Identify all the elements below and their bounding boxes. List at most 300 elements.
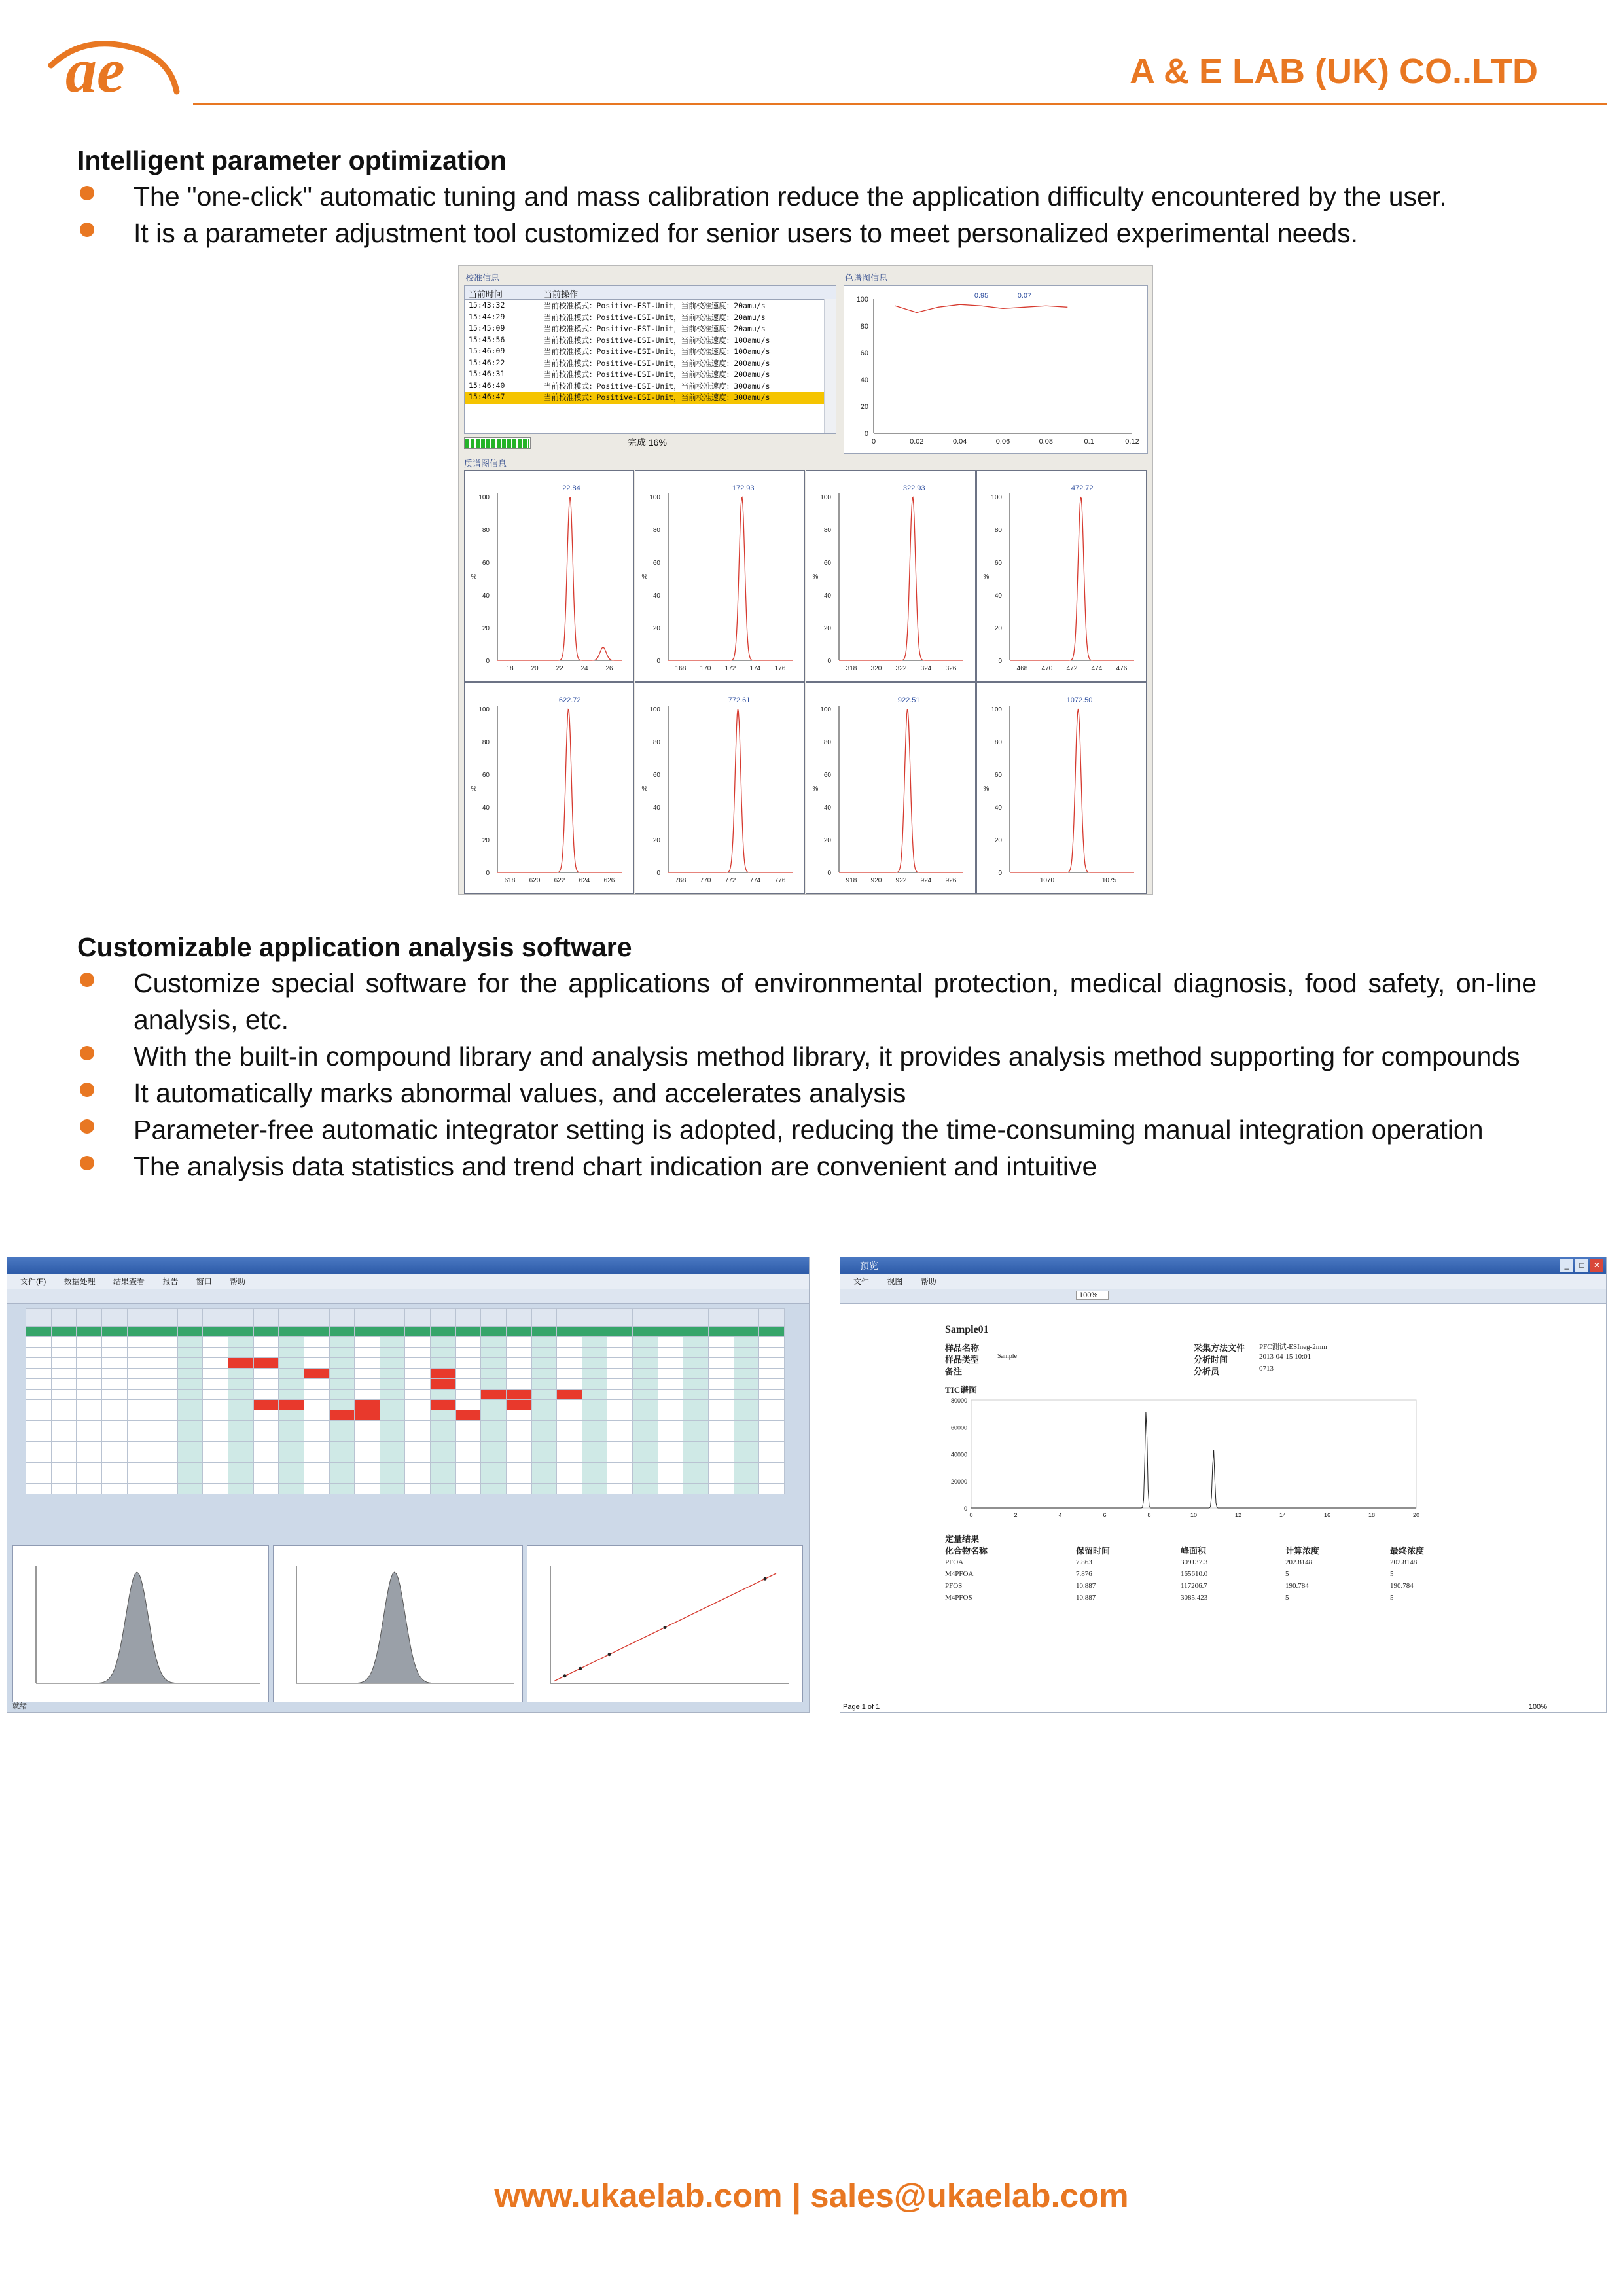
log-row[interactable]	[465, 323, 824, 335]
table-cell	[101, 1390, 127, 1400]
bullet-icon	[80, 186, 94, 200]
y-tick-label: 40	[652, 804, 660, 812]
log-time: 15:46:31	[469, 369, 505, 378]
x-tick-label: 22	[556, 665, 563, 672]
column-header[interactable]	[228, 1309, 254, 1327]
table-cell	[304, 1410, 329, 1421]
column-header[interactable]	[253, 1309, 279, 1327]
table-cell	[77, 1390, 102, 1400]
mass-spectrum-cell	[635, 470, 805, 682]
table-cell	[506, 1431, 531, 1442]
trend-line	[895, 304, 1067, 312]
table-row[interactable]	[26, 1390, 785, 1400]
table-cell	[506, 1473, 531, 1484]
calibration-point	[608, 1653, 611, 1656]
y-tick-label: 20000	[950, 1478, 967, 1485]
table-row[interactable]	[26, 1442, 785, 1452]
table-cell	[329, 1348, 355, 1358]
table-cell	[228, 1484, 254, 1494]
maximize-icon[interactable]: □	[1575, 1259, 1588, 1272]
table-cell	[228, 1379, 254, 1390]
x-tick-label: 18	[1368, 1512, 1376, 1518]
table-cell	[557, 1473, 582, 1484]
label-analysis-time: 分析时间	[1194, 1355, 1228, 1365]
table-cell	[127, 1484, 152, 1494]
log-row[interactable]	[465, 312, 824, 324]
chromatogram-peak	[36, 1572, 260, 1683]
table-cell	[759, 1400, 785, 1410]
table-cell	[380, 1358, 405, 1369]
table-cell	[759, 1358, 785, 1369]
table-cell	[304, 1337, 329, 1348]
x-tick-label: 776	[774, 877, 786, 884]
table-row[interactable]	[26, 1421, 785, 1431]
table-cell	[734, 1410, 759, 1421]
table-cell	[506, 1442, 531, 1452]
x-tick-label: 918	[846, 877, 857, 884]
table-cell	[734, 1369, 759, 1379]
table-cell	[506, 1379, 531, 1390]
table-cell	[658, 1463, 683, 1473]
column-header[interactable]	[51, 1309, 77, 1327]
y-tick-label: 100	[991, 494, 1002, 501]
table-cell	[431, 1348, 456, 1358]
table-cell	[481, 1358, 507, 1369]
table-cell	[77, 1327, 102, 1337]
tuning-software-screenshot	[458, 265, 1153, 895]
table-row[interactable]	[26, 1337, 785, 1348]
x-tick-label: 618	[504, 877, 516, 884]
column-header[interactable]	[152, 1309, 178, 1327]
menu-item[interactable]: 报告	[162, 1277, 179, 1286]
table-cell	[77, 1473, 102, 1484]
results-cell: M4PFOA	[945, 1570, 974, 1578]
table-cell	[557, 1463, 582, 1473]
y-axis-label: %	[471, 785, 477, 793]
results-column-header: 计算浓度	[1285, 1546, 1320, 1556]
table-cell	[127, 1337, 152, 1348]
table-cell	[304, 1369, 329, 1379]
y-tick-label: 60	[994, 772, 1002, 779]
column-header[interactable]	[431, 1309, 456, 1327]
table-cell	[279, 1379, 304, 1390]
table-cell	[101, 1337, 127, 1348]
list-item: Customize special software for the applications of environmental protection, medical diagnosis, food safety, on-line analysis, etc.	[77, 965, 1537, 1038]
column-header[interactable]	[279, 1309, 304, 1327]
chromatogram-chart-1	[13, 1546, 268, 1702]
table-cell	[26, 1421, 52, 1431]
table-cell	[734, 1421, 759, 1431]
menu-item[interactable]: 帮助	[920, 1277, 936, 1286]
column-header[interactable]	[177, 1309, 203, 1327]
x-tick-label: 168	[675, 665, 687, 672]
table-cell	[279, 1452, 304, 1463]
column-header[interactable]	[531, 1309, 557, 1327]
table-cell	[77, 1421, 102, 1431]
table-cell	[152, 1431, 178, 1442]
log-row[interactable]	[465, 300, 824, 312]
mass-spectrum-chart	[806, 471, 975, 681]
table-row[interactable]	[26, 1369, 785, 1379]
column-header[interactable]	[658, 1309, 683, 1327]
table-cell	[101, 1473, 127, 1484]
table-cell	[405, 1327, 431, 1337]
table-cell	[355, 1327, 380, 1337]
x-tick-label: 626	[603, 877, 615, 884]
menu-item[interactable]: 文件(F)	[20, 1277, 46, 1286]
table-cell	[633, 1337, 658, 1348]
table-cell	[127, 1431, 152, 1442]
table-cell	[405, 1484, 431, 1494]
log-scrollbar[interactable]	[824, 299, 836, 433]
table-row[interactable]	[26, 1431, 785, 1442]
spectrum-trace	[839, 709, 963, 872]
mass-spectrum-chart	[977, 471, 1146, 681]
table-cell	[708, 1421, 734, 1431]
y-tick-label: 80	[994, 527, 1002, 534]
list-item: Parameter-free automatic integrator setting is adopted, reducing the time-consuming manual integration operation	[77, 1111, 1537, 1148]
log-row[interactable]	[465, 381, 824, 393]
column-header[interactable]	[101, 1309, 127, 1327]
menu-item[interactable]: 结果查看	[113, 1277, 145, 1286]
y-tick-label: 80	[652, 739, 660, 746]
column-header[interactable]	[26, 1309, 52, 1327]
mass-spectrum-cell	[976, 682, 1147, 894]
table-cell	[708, 1390, 734, 1400]
table-row[interactable]	[26, 1463, 785, 1473]
table-cell	[506, 1421, 531, 1431]
peak-label: 22.84	[562, 484, 580, 492]
table-cell	[152, 1410, 178, 1421]
x-tick-label: 1075	[1101, 877, 1117, 884]
table-cell	[228, 1463, 254, 1473]
x-tick-label: 920	[870, 877, 882, 884]
table-cell	[380, 1431, 405, 1442]
results-cell: PFOS	[945, 1582, 963, 1590]
column-header[interactable]	[77, 1309, 102, 1327]
y-tick-label: 60	[482, 560, 490, 567]
table-cell	[177, 1358, 203, 1369]
table-cell	[177, 1390, 203, 1400]
table-cell	[253, 1431, 279, 1442]
table-row[interactable]	[26, 1379, 785, 1390]
column-header[interactable]	[481, 1309, 507, 1327]
table-cell	[51, 1473, 77, 1484]
log-panel-title: 校准信息	[465, 273, 500, 283]
y-tick-label: 60000	[950, 1424, 967, 1431]
table-cell	[658, 1358, 683, 1369]
table-cell	[101, 1348, 127, 1358]
table-cell	[304, 1348, 329, 1358]
column-header[interactable]	[127, 1309, 152, 1327]
table-cell	[380, 1473, 405, 1484]
table-row[interactable]	[26, 1358, 785, 1369]
column-header[interactable]	[405, 1309, 431, 1327]
table-cell	[355, 1431, 380, 1442]
x-tick-label: 14	[1279, 1512, 1287, 1518]
column-header[interactable]	[759, 1309, 785, 1327]
table-cell	[633, 1484, 658, 1494]
table-cell	[355, 1369, 380, 1379]
table-cell	[253, 1348, 279, 1358]
column-header[interactable]	[734, 1309, 759, 1327]
table-cell	[557, 1421, 582, 1431]
table-cell	[405, 1452, 431, 1463]
table-cell	[759, 1431, 785, 1442]
table-cell	[405, 1337, 431, 1348]
table-cell	[582, 1400, 607, 1410]
table-cell	[77, 1463, 102, 1473]
table-cell	[506, 1327, 531, 1337]
table-cell	[279, 1358, 304, 1369]
table-cell	[279, 1421, 304, 1431]
table-cell	[405, 1369, 431, 1379]
x-tick-label: 468	[1016, 665, 1028, 672]
table-cell	[329, 1327, 355, 1337]
table-row[interactable]	[26, 1410, 785, 1421]
log-time: 15:46:47	[469, 392, 505, 401]
email-link[interactable]: sales@ukaelab.com	[810, 2177, 1129, 2214]
x-tick-label: 326	[945, 665, 957, 672]
table-cell	[152, 1442, 178, 1452]
y-tick-label: 40	[482, 592, 490, 600]
table-cell	[101, 1327, 127, 1337]
table-cell	[26, 1452, 52, 1463]
table-cell	[26, 1379, 52, 1390]
table-row[interactable]	[26, 1484, 785, 1494]
y-tick-label: 40	[994, 592, 1002, 600]
table-cell	[355, 1358, 380, 1369]
table-cell	[127, 1369, 152, 1379]
table-cell	[51, 1369, 77, 1379]
menu-item[interactable]: 帮助	[230, 1277, 246, 1286]
y-tick-label: 0	[656, 658, 660, 665]
table-cell	[683, 1452, 709, 1463]
table-cell	[455, 1431, 481, 1442]
column-header[interactable]	[203, 1309, 228, 1327]
close-icon[interactable]: ✕	[1590, 1259, 1603, 1272]
label-analyst: 分析员	[1194, 1367, 1220, 1376]
table-cell	[708, 1337, 734, 1348]
column-header[interactable]	[455, 1309, 481, 1327]
table-cell	[481, 1463, 507, 1473]
table-cell	[380, 1400, 405, 1410]
table-row[interactable]	[26, 1327, 785, 1337]
table-cell	[203, 1452, 228, 1463]
table-cell	[557, 1390, 582, 1400]
table-cell	[127, 1400, 152, 1410]
table-cell	[658, 1484, 683, 1494]
log-row[interactable]	[465, 369, 824, 381]
table-cell	[633, 1421, 658, 1431]
website-link[interactable]: www.ukaelab.com	[494, 2177, 783, 2214]
table-cell	[633, 1442, 658, 1452]
mass-spectrum-chart	[806, 683, 975, 893]
table-cell	[26, 1348, 52, 1358]
table-cell	[329, 1421, 355, 1431]
table-cell	[228, 1410, 254, 1421]
table-cell	[531, 1473, 557, 1484]
table-cell	[253, 1369, 279, 1379]
table-cell	[607, 1390, 633, 1400]
column-header[interactable]	[506, 1309, 531, 1327]
table-cell	[683, 1400, 709, 1410]
x-tick-label: 768	[675, 877, 687, 884]
menu-item[interactable]: 文件	[853, 1277, 870, 1286]
table-cell	[26, 1358, 52, 1369]
table-cell	[355, 1337, 380, 1348]
column-header[interactable]	[683, 1309, 709, 1327]
list-item: It automatically marks abnormal values, and accelerates analysis	[77, 1075, 1537, 1111]
table-cell	[304, 1431, 329, 1442]
table-cell	[152, 1463, 178, 1473]
table-cell	[253, 1442, 279, 1452]
table-cell	[77, 1431, 102, 1442]
table-cell	[683, 1348, 709, 1358]
table-cell	[77, 1337, 102, 1348]
table-cell	[253, 1337, 279, 1348]
table-cell	[734, 1452, 759, 1463]
log-time: 15:43:32	[469, 300, 505, 310]
table-cell	[708, 1379, 734, 1390]
table-cell	[127, 1452, 152, 1463]
column-header[interactable]	[633, 1309, 658, 1327]
table-cell	[77, 1369, 102, 1379]
column-header[interactable]	[380, 1309, 405, 1327]
log-row[interactable]	[465, 392, 824, 404]
table-cell	[279, 1400, 304, 1410]
column-header[interactable]	[329, 1309, 355, 1327]
y-tick-label: 40	[652, 592, 660, 600]
log-row[interactable]	[465, 358, 824, 370]
column-header[interactable]	[557, 1309, 582, 1327]
table-cell	[101, 1358, 127, 1369]
table-cell	[633, 1379, 658, 1390]
table-row[interactable]	[26, 1348, 785, 1358]
table-cell	[304, 1400, 329, 1410]
table-cell	[26, 1369, 52, 1379]
table-cell	[734, 1400, 759, 1410]
table-cell	[708, 1452, 734, 1463]
table-cell	[355, 1390, 380, 1400]
table-cell	[582, 1327, 607, 1337]
spectrum-trace	[839, 497, 963, 660]
chromatogram-panel-2	[273, 1545, 523, 1702]
peak-label: 922.51	[897, 696, 920, 704]
table-row[interactable]	[26, 1473, 785, 1484]
table-cell	[228, 1400, 254, 1410]
table-cell	[582, 1369, 607, 1379]
table-cell	[531, 1421, 557, 1431]
y-tick-label: 100	[649, 494, 660, 501]
analysis-software-screenshot	[7, 1257, 810, 1713]
minimize-icon[interactable]: _	[1560, 1259, 1573, 1272]
table-cell	[506, 1410, 531, 1421]
table-cell	[431, 1400, 456, 1410]
x-tick-label: 10	[1190, 1512, 1198, 1518]
table-cell	[708, 1348, 734, 1358]
spectrum-trace	[497, 709, 622, 872]
column-header[interactable]	[355, 1309, 380, 1327]
table-row[interactable]	[26, 1452, 785, 1463]
mass-spectrum-chart	[635, 683, 804, 893]
column-header[interactable]	[304, 1309, 329, 1327]
log-row[interactable]	[465, 346, 824, 358]
table-cell	[455, 1337, 481, 1348]
menu-item[interactable]: 视图	[887, 1277, 903, 1286]
log-header	[465, 286, 836, 300]
table-cell	[455, 1369, 481, 1379]
mass-spectrum-chart	[465, 683, 633, 893]
table-cell	[152, 1484, 178, 1494]
y-tick-label: 0	[998, 870, 1002, 877]
table-cell	[203, 1442, 228, 1452]
peak-info-panel	[844, 285, 1148, 454]
calibration-log-panel	[464, 285, 836, 434]
chromatogram-peak	[296, 1572, 514, 1683]
bullet-icon	[80, 1083, 94, 1097]
table-cell	[607, 1410, 633, 1421]
column-header[interactable]	[708, 1309, 734, 1327]
x-tick-label: 176	[774, 665, 786, 672]
log-row[interactable]	[465, 335, 824, 347]
y-tick-label: 20	[823, 625, 831, 632]
table-cell	[355, 1484, 380, 1494]
table-cell	[557, 1410, 582, 1421]
mass-spectrum-cell	[806, 470, 976, 682]
table-cell	[607, 1452, 633, 1463]
menu-item[interactable]: 窗口	[196, 1277, 212, 1286]
x-tick-label: 1070	[1039, 877, 1055, 884]
table-cell	[279, 1463, 304, 1473]
y-tick-label: 20	[482, 625, 490, 632]
x-tick-label: 472	[1066, 665, 1078, 672]
table-row[interactable]	[26, 1400, 785, 1410]
table-cell	[506, 1463, 531, 1473]
company-name: A & E LAB (UK) CO..LTD	[1130, 52, 1538, 91]
column-header[interactable]	[607, 1309, 633, 1327]
mass-spectrum-chart	[465, 471, 633, 681]
table-cell	[101, 1442, 127, 1452]
menu-item[interactable]: 数据处理	[63, 1277, 96, 1286]
table-cell	[127, 1348, 152, 1358]
section-heading-analysis: Customizable application analysis software	[77, 932, 632, 962]
analysis-toolbar	[7, 1289, 809, 1304]
table-cell	[329, 1369, 355, 1379]
table-cell	[683, 1442, 709, 1452]
company-logo	[46, 26, 183, 108]
table-cell	[152, 1358, 178, 1369]
column-header[interactable]	[582, 1309, 607, 1327]
table-cell	[101, 1369, 127, 1379]
table-cell	[380, 1369, 405, 1379]
zoom-select[interactable]: 100%	[1076, 1291, 1109, 1300]
table-cell	[481, 1431, 507, 1442]
table-cell	[304, 1390, 329, 1400]
table-cell	[51, 1431, 77, 1442]
y-tick-label: 100	[856, 296, 868, 304]
table-cell	[759, 1442, 785, 1452]
table-cell	[531, 1358, 557, 1369]
table-cell	[633, 1431, 658, 1442]
tic-trace	[971, 1412, 1416, 1508]
y-tick-label: 80	[860, 323, 868, 331]
table-cell	[26, 1484, 52, 1494]
table-cell	[355, 1463, 380, 1473]
table-cell	[582, 1379, 607, 1390]
table-cell	[607, 1337, 633, 1348]
log-time: 15:46:22	[469, 357, 505, 367]
